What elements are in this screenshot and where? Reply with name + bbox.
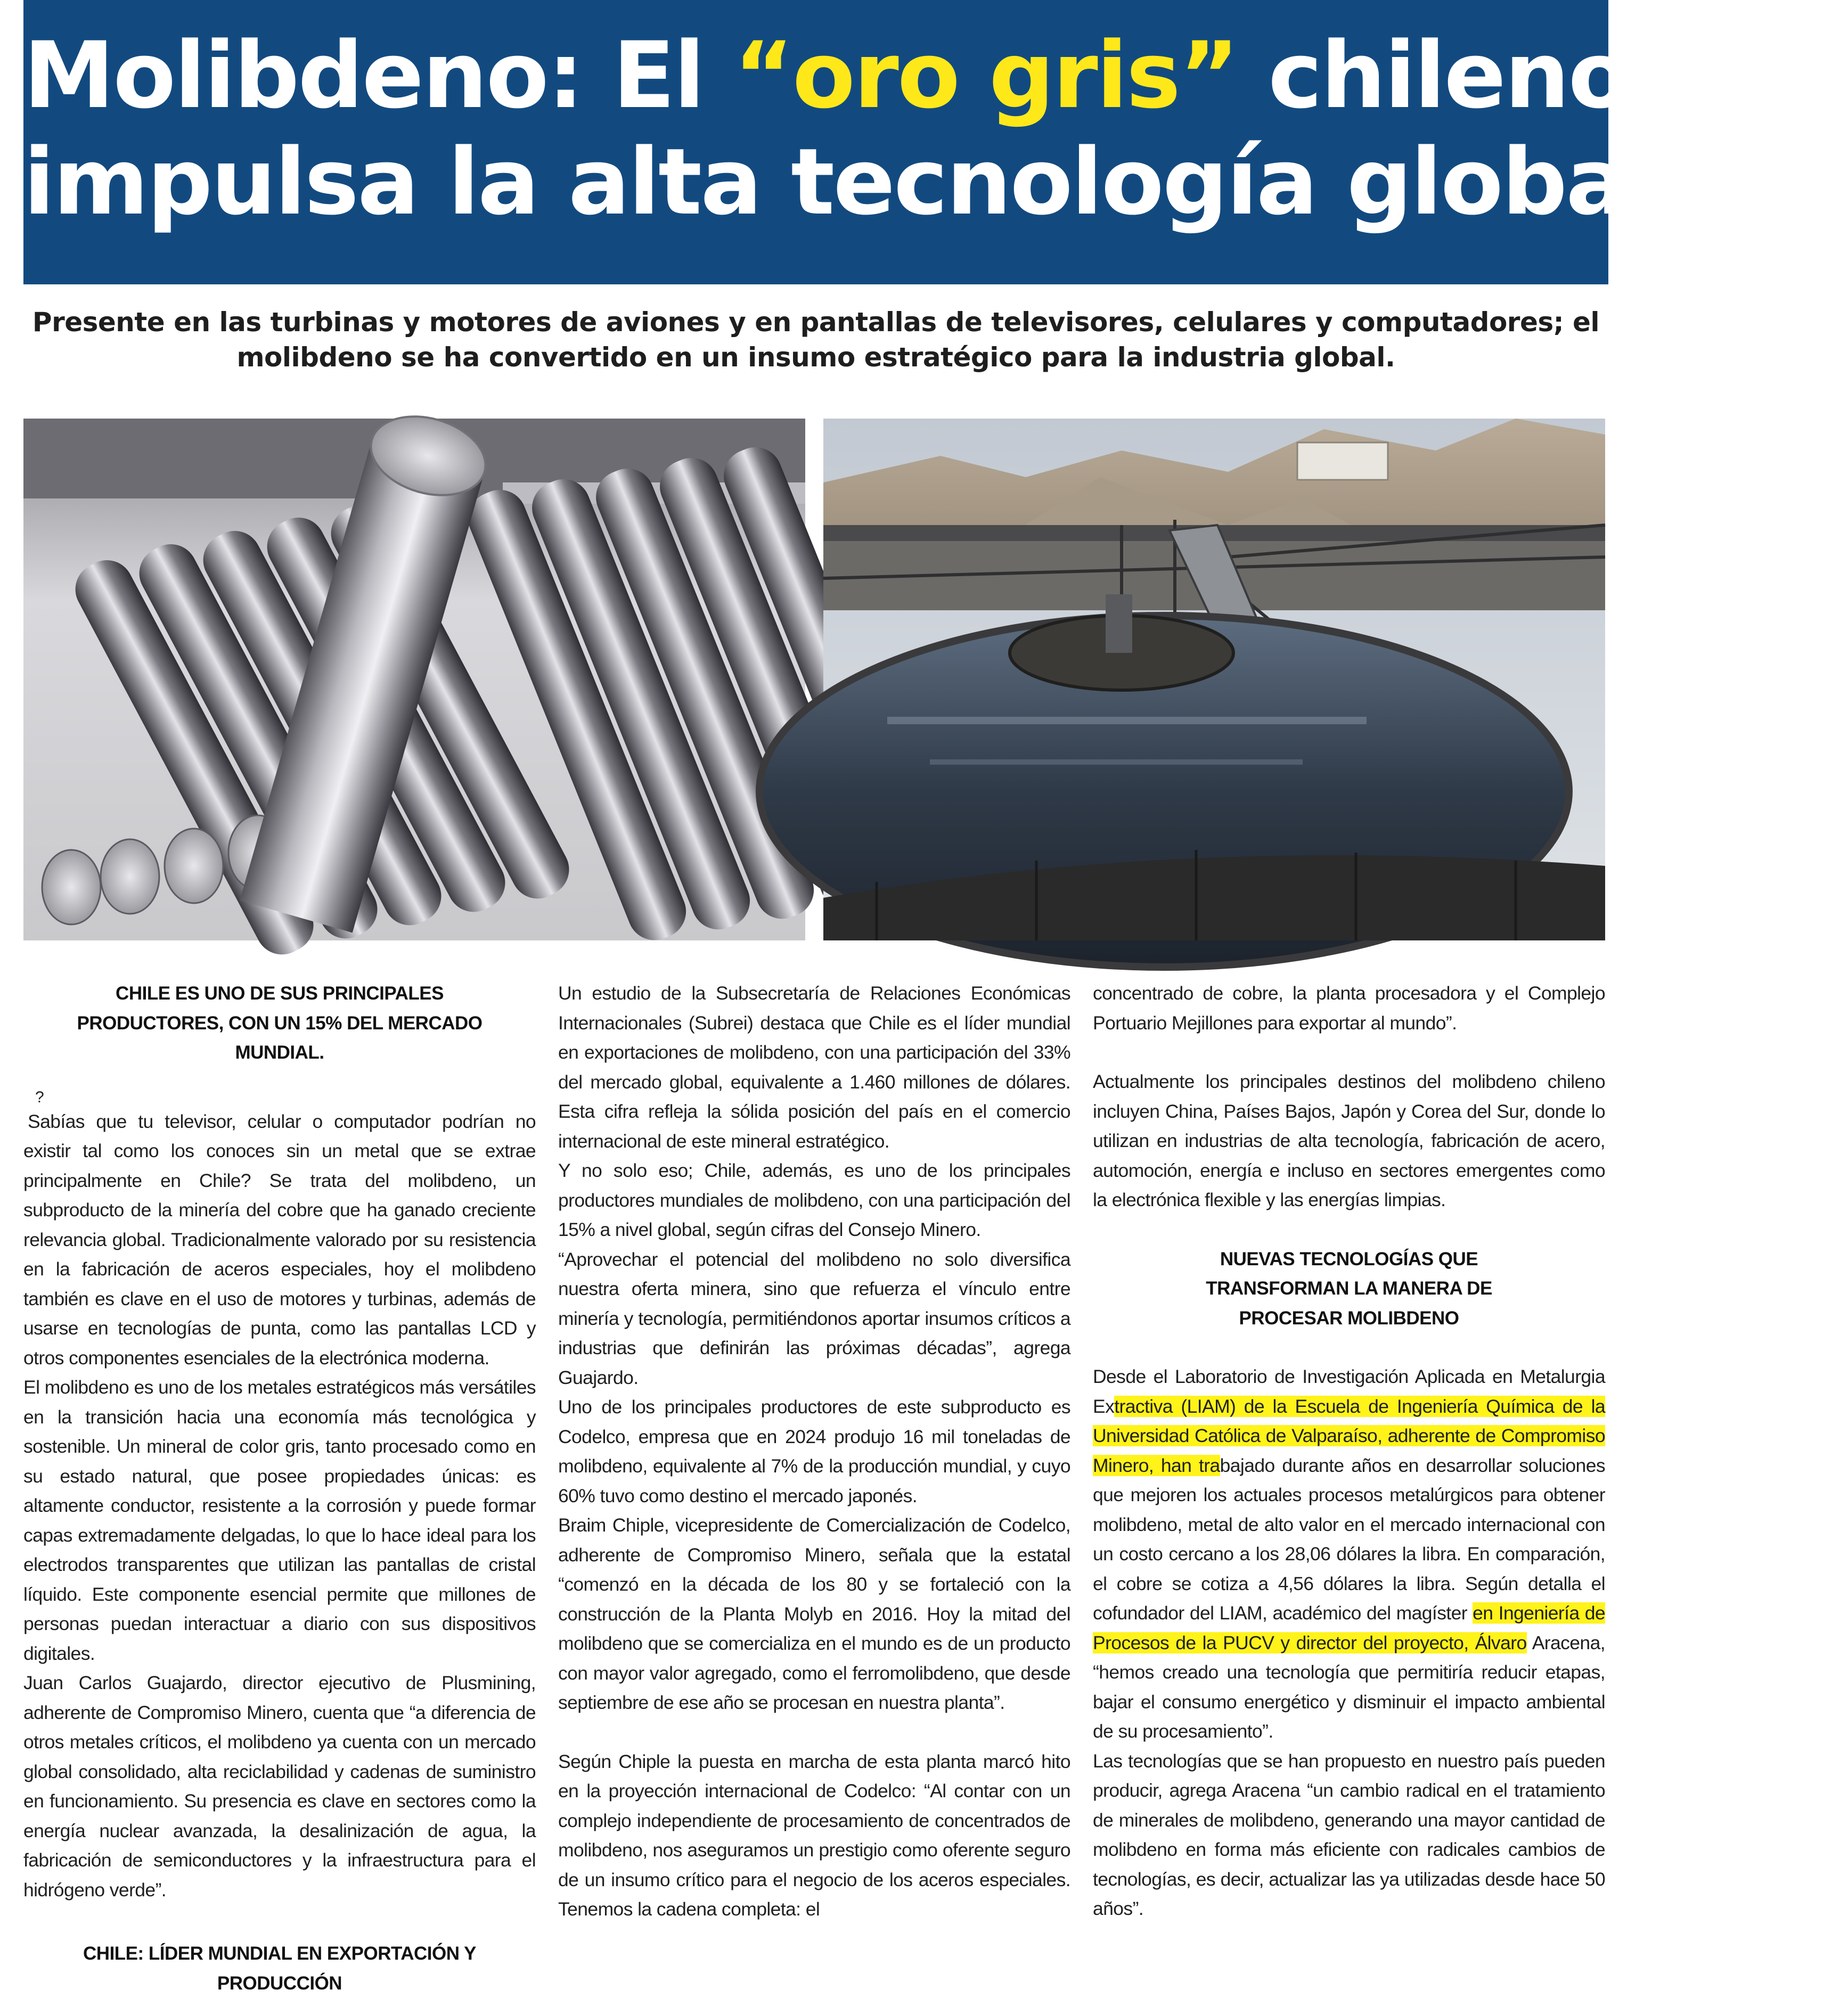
paragraph-highlighted [1093, 1362, 1605, 1747]
paragraph: concentrado de cobre, la planta procesadora y el Complejo Portuario Mejillones para exportar al mundo”. [1093, 982, 1605, 1034]
article-column-2 [558, 979, 1070, 1920]
paragraph: Y no solo eso; Chile, además, es uno de los principales productores mundiales de molibdeno, con una participación del 15% a nivel global, según cifras del Consejo Minero. [558, 1160, 1070, 1240]
paragraph: Un estudio de la Subsecretaría de Relaciones Económicas Internacionales (Subrei) destaca que Chile es el líder mundial en exportaciones de molibdeno, con una participación del 33% del mercado global, equivalente a 1.460 millones de dólares. Esta cifra refleja la sólida posición del país en el comercio internacional de este mineral estratégico. [558, 982, 1070, 1152]
headline-part-1: Molibdeno: El [23, 22, 734, 129]
article-column-1 [23, 979, 536, 1994]
section-heading-producers: CHILE ES UNO DE SUS PRINCIPALES PRODUCTORES, CON UN 15% DEL MERCADO MUNDIAL. [77, 983, 483, 1063]
paragraph: Actualmente los principales destinos del molibdeno chileno incluyen China, Países Bajos, Japón y Corea del Sur, donde lo utilizan en industrias de alta tecnología, fabricación de acero, automoción, energía e incluso en sectores emergentes como la electrónica flexible y las energías limpias. [1093, 1071, 1605, 1210]
paragraph: Las tecnologías que se han propuesto en nuestro país pueden producir, agrega Aracena “un cambio radical en el tratamiento de minerales de molibdeno, generando una mayor cantidad de molibdeno en forma más eficiente con radicales cambios de tecnologías, es decir, actualizar las ya utilizadas desde hace 50 años”. [1093, 1750, 1605, 1919]
drop-mark: ? [35, 1088, 44, 1106]
highlighted-text: en Ingeniería de Procesos de la PUCV y director del proyecto, Álvaro [1093, 1602, 1605, 1653]
photo-processing-plant [823, 419, 1605, 940]
paragraph-text: Aracena, “hemos creado una tecnología que permitiría reducir etapas, bajar el consumo energético y disminuir el impacto ambiental de su procesamiento”. [1093, 1632, 1605, 1742]
subheadline: Presente en las turbinas y motores de aviones y en pantallas de televisores, celulares y computadores; el molibdeno se ha convertido en un insumo estratégico para la industria global. [32, 307, 1600, 373]
paragraph-text: Desde el Laboratorio de Investigación Aplicada en Metalurgia Ex [1093, 1366, 1605, 1417]
paragraph: Uno de los principales productores de este subproducto es Codelco, empresa que en 2024 produjo 16 mil toneladas de molibdeno, equivalente al 7% de la producción mundial, y cuyo 60% tuvo como destino el mercado japonés. [558, 1396, 1070, 1506]
section-heading-new-technologies: NUEVAS TECNOLOGÍAS QUE TRANSFORMAN LA MANERA DE PROCESAR MOLIBDENO [1206, 1248, 1492, 1329]
highlighted-text: tractiva (LIAM) de la Escuela de Ingeniería Química de la Universidad Católica de Valparaíso, adherente de Compromiso Minero, han tra [1093, 1395, 1605, 1476]
headline-line-2: impulsa la alta tecnología global [23, 128, 1656, 235]
paragraph-text: bajado durante años en desarrollar soluciones que mejoren los actuales procesos metalúrgicos para obtener molibdeno, metal de alto valor en el mercado internacional con un costo cercano a los 28,06 dólares la libra. En comparación, el cobre se cotiza a 4,56 dólares la libra. Según detalla el cofundador del LIAM, académico del magíster [1093, 1454, 1605, 1624]
paragraph: “Aprovechar el potencial del molibdeno no solo diversifica nuestra oferta minera, sino que refuerza el vínculo entre minería y tecnología, permitiéndonos aportar insumos críticos a industrias que definirán las próximas décadas”, agrega Guajardo. [558, 1248, 1070, 1388]
paragraph: Sabías que tu televisor, celular o computador podrían no existir tal como los conoces sin un metal que se extrae principalmente en Chile? Se trata del molibdeno, un subproducto de la minería del cobre que ha ganado creciente relevancia global. Tradicionalmente valorado por su resistencia en la fabricación de aceros especiales, hoy el molibdeno también es clave en el uso de motores y turbinas, además de usarse en tecnologías de punta, como las pantallas LCD y otros componentes esenciales de la electrónica moderna. [23, 1110, 536, 1369]
processing-plant-image [823, 419, 1605, 940]
section-heading-leader: CHILE: LÍDER MUNDIAL EN EXPORTACIÓN Y PRODUCCIÓN [83, 1943, 476, 1994]
headline-part-2: chileno que [1238, 22, 1848, 129]
headline-banner [23, 0, 1848, 284]
molybdenum-rods-image [23, 419, 805, 940]
headline-highlight: “oro gris” [733, 22, 1238, 129]
paragraph: Braim Chiple, vicepresidente de Comercialización de Codelco, adherente de Compromiso Minero, señala que la estatal “comenzó en la década de los 80 y se fortaleció con la construcción de la Planta Molyb en 2016. Hoy la mitad del molibdeno que se comercializa en el mundo es de un producto con mayor valor agregado, como el ferromolibdeno, que desde septiembre de ese año se procesan en nuestra planta”. [558, 1514, 1070, 1713]
headline [23, 22, 1848, 235]
photo-molybdenum-rods [23, 419, 805, 940]
article-column-3 [1093, 979, 1605, 1919]
paragraph: Según Chiple la puesta en marcha de esta planta marcó hito en la proyección internacional de Codelco: “Al contar con un complejo independiente de procesamiento de concentrados de molibdeno, nos aseguramos un prestigio como oferente seguro de un insumo crítico para el negocio de los aceros especiales. Tenemos la cadena completa: el [558, 1750, 1070, 1920]
paragraph: El molibdeno es uno de los metales estratégicos más versátiles en la transición hacia una economía más tecnológica y sostenible. Un mineral de color gris, tanto procesado como en su estado natural, que posee propiedades únicas: es altamente conductor, resistente a la corrosión y puede formar capas extremadamente delgadas, lo que lo hace ideal para los electrodos transparentes que utilizan las pantallas de cristal líquido. Este componente esencial permite que millones de personas puedan interactuar a diario con sus dispositivos digitales. [23, 1377, 536, 1664]
paragraph: Juan Carlos Guajardo, director ejecutivo de Plusmining, adherente de Compromiso Minero, cuenta que “a diferencia de otros metales críticos, el molibdeno ya cuenta con un mercado global consolidado, alta reciclabilidad y cadenas de suministro en funcionamiento. Su presencia es clave en sectores como la energía nuclear avanzada, la desalinización de agua, la fabricación de semiconductores y la infraestructura para el hidrógeno verde”. [23, 1672, 536, 1901]
